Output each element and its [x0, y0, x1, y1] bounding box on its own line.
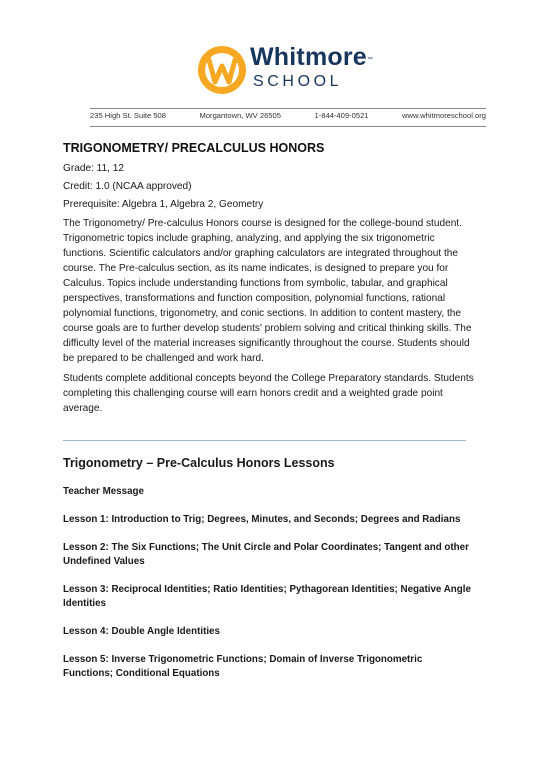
- course-credit: Credit: 1.0 (NCAA approved): [63, 181, 192, 192]
- contact-bar: [90, 108, 486, 124]
- honors-description: Students complete additional concepts beyond the College Preparatory standards. Students completing this challenging course will earn honors credit and a weighted grade point average.: [63, 373, 474, 414]
- logo-wordmark: Whitmore™: [250, 43, 374, 71]
- contact-address: 235 High St. Suite 508: [90, 111, 166, 120]
- whitmore-w-emblem-icon: [197, 42, 247, 100]
- course-prerequisite: Prerequisite: Algebra 1, Algebra 2, Geometry: [63, 199, 264, 210]
- lesson-item-teacher-message: Teacher Message: [63, 486, 144, 497]
- course-title: TRIGONOMETRY/ PRECALCULUS HONORS: [63, 141, 325, 155]
- whitmore-school-logo: [197, 42, 377, 100]
- header-bottom-rule: [90, 126, 486, 127]
- lesson-item-4: Lesson 4: Double Angle Identities: [63, 626, 220, 637]
- lessons-section: [63, 455, 475, 681]
- lesson-item-2: Lesson 2: The Six Functions; The Unit Circle and Polar Coordinates; Tangent and other Undefined Values: [63, 542, 469, 567]
- lessons-heading: Trigonometry – Pre-Calculus Honors Lessons: [63, 456, 335, 470]
- section-divider: [63, 440, 466, 441]
- lesson-item-3: Lesson 3: Reciprocal Identities; Ratio Identities; Pythagorean Identities; Negative Angle Identities: [63, 584, 471, 609]
- course-grade: Grade: 11, 12: [63, 163, 124, 174]
- contact-city: Morgantown, WV 26505: [199, 111, 281, 120]
- lesson-item-5: Lesson 5: Inverse Trigonometric Functions; Domain of Inverse Trigonometric Functions; Conditional Equations: [63, 654, 423, 679]
- course-description: The Trigonometry/ Pre-calculus Honors course is designed for the college-bound student. Trigonometric topics include graphing, analyzing, and applying the six trigonometric functions. Scientific calculators and/or graphing calculators are integrated throughout the course. The Pre-calculus section, as its name indicates, is designed to prepare you for Calculus. Topics include understanding functions from symbolic, tabular, and graphical perspectives, transformations and function composition, polynomial functions, rational polynomial functions, trigonometry, and conic sections. In addition to content mastery, the course goals are to further develop students' problem solving and critical thinking skills. The difficulty level of the material increases significantly throughout the course. Students should be prepared to be challenged and work hard.: [63, 218, 472, 364]
- contact-phone: 1-844-409-0521: [314, 111, 369, 120]
- lesson-item-1: Lesson 1: Introduction to Trig; Degrees, Minutes, and Seconds; Degrees and Radians: [63, 514, 461, 525]
- contact-website: www.whitmoreschool.org: [402, 111, 486, 120]
- logo-subtitle: SCHOOL: [253, 73, 343, 90]
- lesson-list: [63, 485, 475, 681]
- course-section: [63, 140, 475, 416]
